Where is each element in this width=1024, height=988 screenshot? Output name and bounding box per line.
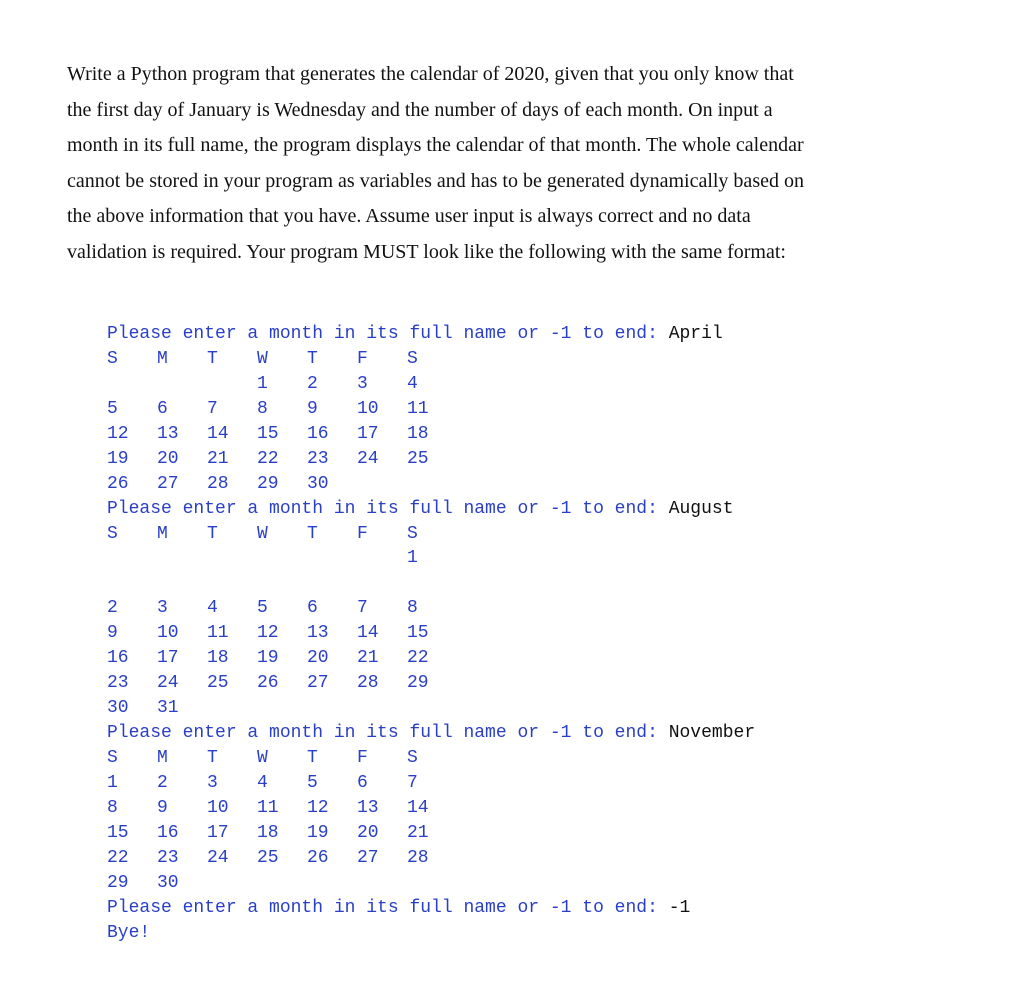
day-cell: 16: [307, 423, 329, 444]
day-cell: 16: [157, 822, 179, 843]
farewell-text: Bye!: [107, 922, 151, 943]
day-cell: 22: [407, 648, 429, 669]
user-input: November: [668, 723, 756, 743]
farewell-row: [107, 921, 755, 946]
weekday-header: [107, 522, 755, 547]
day-cell: 25: [257, 847, 279, 868]
weekday-label: S: [407, 348, 418, 369]
day-cell: 31: [157, 698, 179, 719]
day-cell: 3: [207, 772, 218, 793]
day-cell: 12: [107, 423, 129, 444]
day-cell: 23: [157, 847, 179, 868]
day-cell: 5: [257, 598, 268, 619]
day-cell: 4: [207, 598, 218, 619]
day-cell: 21: [357, 648, 379, 669]
weekday-label: S: [407, 523, 418, 544]
day-cell: 25: [407, 448, 429, 469]
day-cell: 2: [307, 373, 318, 394]
week-row: [107, 671, 755, 696]
day-cell: 27: [357, 847, 379, 868]
weekday-label: S: [107, 747, 118, 768]
week-row: [107, 596, 755, 621]
weekday-label: T: [307, 523, 318, 544]
day-cell: 17: [157, 648, 179, 669]
week-row: [107, 397, 755, 422]
weekday-label: T: [207, 523, 218, 544]
week-row: [107, 871, 755, 896]
week-row: [107, 796, 755, 821]
day-cell: 6: [357, 772, 368, 793]
weekday-label: F: [357, 348, 368, 369]
prompt-label: Please enter a month in its full name or -1 to end:: [107, 723, 669, 743]
day-cell: 10: [357, 398, 379, 419]
day-cell: 22: [107, 847, 129, 868]
weekday-label: M: [157, 747, 168, 768]
day-cell: 29: [107, 872, 129, 893]
day-cell: 19: [257, 648, 279, 669]
day-cell: 15: [257, 423, 279, 444]
day-cell: 20: [157, 448, 179, 469]
day-cell: 30: [307, 473, 329, 494]
day-cell: 24: [157, 673, 179, 694]
week-row: [107, 821, 755, 846]
day-cell: 22: [257, 448, 279, 469]
day-cell: 20: [357, 822, 379, 843]
day-cell: 13: [157, 423, 179, 444]
week-row: [107, 447, 755, 472]
day-cell: 15: [407, 623, 429, 644]
day-cell: 20: [307, 648, 329, 669]
week-row: [107, 571, 755, 596]
week-row: [107, 372, 755, 397]
day-cell: 14: [207, 423, 229, 444]
day-cell: 19: [307, 822, 329, 843]
day-cell: 24: [207, 847, 229, 868]
weekday-label: M: [157, 523, 168, 544]
question-line: the above information that you have. Assume user input is always correct and no data: [67, 205, 751, 228]
day-cell: 17: [357, 423, 379, 444]
day-cell: 10: [207, 797, 229, 818]
week-row: [107, 696, 755, 721]
day-cell: 27: [307, 673, 329, 694]
weekday-label: W: [257, 348, 268, 369]
weekday-label: W: [257, 523, 268, 544]
day-cell: 21: [407, 822, 429, 843]
weekday-label: M: [157, 348, 168, 369]
day-cell: 15: [107, 822, 129, 843]
day-cell: 7: [357, 598, 368, 619]
day-cell: 18: [257, 822, 279, 843]
day-cell: 5: [107, 398, 118, 419]
day-cell: 3: [357, 373, 368, 394]
day-cell: 1: [107, 772, 118, 793]
weekday-label: T: [207, 747, 218, 768]
day-cell: 7: [207, 398, 218, 419]
day-cell: 29: [407, 673, 429, 694]
day-cell: 30: [157, 872, 179, 893]
prompt-row: [107, 896, 755, 921]
day-cell: 7: [407, 772, 418, 793]
day-cell: 8: [107, 797, 118, 818]
weekday-label: F: [357, 747, 368, 768]
day-cell: 26: [257, 673, 279, 694]
day-cell: 2: [157, 772, 168, 793]
week-row: [107, 621, 755, 646]
day-cell: 4: [257, 772, 268, 793]
day-cell: 14: [357, 623, 379, 644]
week-row: [107, 472, 755, 497]
day-cell: 12: [257, 623, 279, 644]
day-cell: 17: [207, 822, 229, 843]
weekday-label: W: [257, 747, 268, 768]
question-text: [67, 57, 897, 271]
weekday-label: T: [207, 348, 218, 369]
week-row: [107, 546, 755, 571]
weekday-label: S: [107, 523, 118, 544]
day-cell: 18: [207, 648, 229, 669]
day-cell: 28: [357, 673, 379, 694]
console-output: [107, 322, 755, 945]
day-cell: 27: [157, 473, 179, 494]
day-cell: 28: [407, 847, 429, 868]
weekday-header: [107, 347, 755, 372]
day-cell: 30: [107, 698, 129, 719]
day-cell: 23: [307, 448, 329, 469]
day-cell: 11: [407, 398, 429, 419]
day-cell: 9: [307, 398, 318, 419]
day-cell: 9: [107, 623, 118, 644]
prompt-row: [107, 497, 755, 522]
prompt-label: Please enter a month in its full name or -1 to end:: [107, 324, 669, 344]
weekday-header: [107, 746, 755, 771]
week-row: [107, 771, 755, 796]
user-input: April: [668, 324, 723, 344]
day-cell: 1: [407, 548, 418, 569]
day-cell: 8: [407, 598, 418, 619]
prompt-label: Please enter a month in its full name or -1 to end:: [107, 897, 669, 918]
day-cell: 25: [207, 673, 229, 694]
day-cell: 13: [307, 623, 329, 644]
prompt-row: [107, 721, 755, 746]
week-row: [107, 422, 755, 447]
user-input: August: [668, 498, 734, 519]
weekday-label: T: [307, 747, 318, 768]
day-cell: 24: [357, 448, 379, 469]
day-cell: 8: [257, 398, 268, 419]
prompt-row: [107, 322, 755, 347]
day-cell: 26: [307, 847, 329, 868]
question-line: validation is required. Your program MUST look like the following with the same format:: [67, 240, 786, 263]
day-cell: 2: [107, 598, 118, 619]
day-cell: 3: [157, 598, 168, 619]
weekday-label: T: [307, 348, 318, 369]
weekday-label: S: [107, 348, 118, 369]
day-cell: 13: [357, 797, 379, 818]
weekday-label: S: [407, 747, 418, 768]
question-line: the first day of January is Wednesday and the number of days of each month. On input a: [67, 98, 773, 121]
day-cell: 18: [407, 423, 429, 444]
question-line: Write a Python program that generates the calendar of 2020, given that you only know that: [67, 63, 794, 85]
day-cell: 10: [157, 623, 179, 644]
day-cell: 21: [207, 448, 229, 469]
day-cell: 28: [207, 473, 229, 494]
question-line: cannot be stored in your program as variables and has to be generated dynamically based on: [67, 169, 804, 192]
day-cell: 4: [407, 373, 418, 394]
question-line: month in its full name, the program displays the calendar of that month. The whole calendar: [67, 134, 804, 157]
week-row: [107, 846, 755, 871]
week-row: [107, 646, 755, 671]
day-cell: 6: [307, 598, 318, 619]
day-cell: 14: [407, 797, 429, 818]
day-cell: 26: [107, 473, 129, 494]
day-cell: 1: [257, 373, 268, 394]
day-cell: 29: [257, 473, 279, 494]
day-cell: 16: [107, 648, 129, 669]
user-input: -1: [668, 897, 691, 918]
day-cell: 11: [257, 797, 279, 818]
day-cell: 19: [107, 448, 129, 469]
weekday-label: F: [357, 523, 368, 544]
prompt-label: Please enter a month in its full name or -1 to end:: [107, 498, 669, 519]
day-cell: 9: [157, 797, 168, 818]
day-cell: 6: [157, 398, 168, 419]
day-cell: 23: [107, 673, 129, 694]
day-cell: 12: [307, 797, 329, 818]
day-cell: 5: [307, 772, 318, 793]
day-cell: 11: [207, 623, 229, 644]
